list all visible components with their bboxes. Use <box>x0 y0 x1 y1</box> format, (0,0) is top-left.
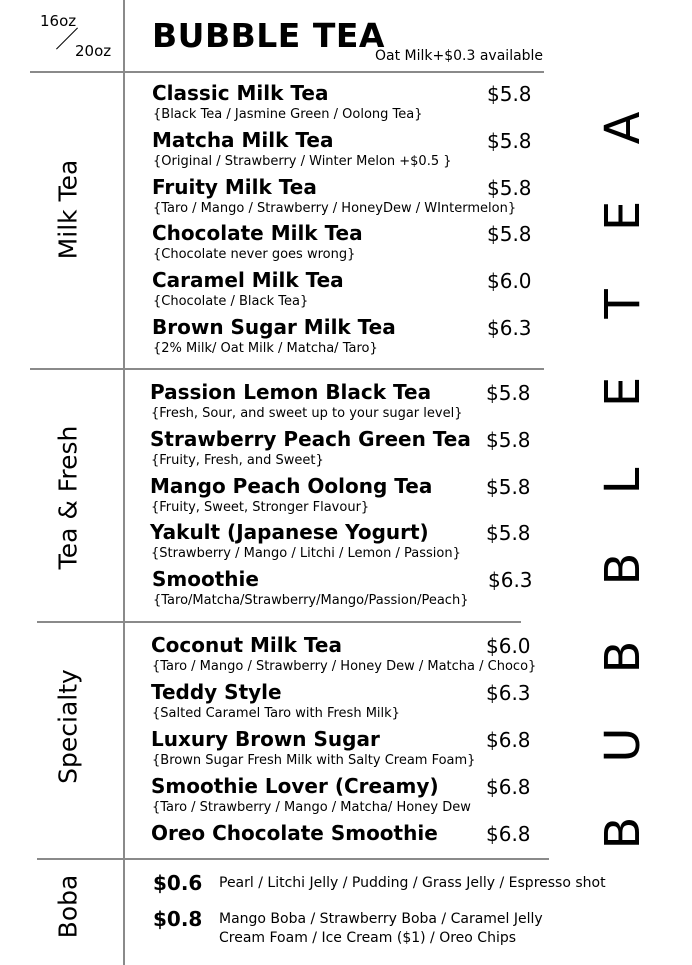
side-banner-letter: E <box>595 377 651 408</box>
item-price: $6.3 <box>488 568 533 592</box>
item-price: $5.8 <box>486 428 531 452</box>
item-name: Brown Sugar Milk Tea <box>152 315 396 339</box>
item-name: Passion Lemon Black Tea <box>150 380 432 404</box>
boba-options: Mango Boba / Strawberry Boba / Caramel Jelly <box>219 911 543 927</box>
item-name: Smoothie Lover (Creamy) <box>151 774 439 798</box>
item-name: Strawberry Peach Green Tea <box>150 427 471 451</box>
item-desc: {Taro / Mango / Strawberry / HoneyDew / WIntermelon} <box>153 201 517 216</box>
item-desc: {Taro / Strawberry / Mango / Matcha/ Honey Dew <box>152 800 471 815</box>
item-name: Coconut Milk Tea <box>151 633 342 657</box>
item-name: Oreo Chocolate Smoothie <box>151 821 438 845</box>
item-desc: {Taro/Matcha/Strawberry/Mango/Passion/Peach} <box>153 593 469 608</box>
side-banner-letter: A <box>595 111 651 145</box>
item-desc: {Original / Strawberry / Winter Melon +$0.5 } <box>153 154 452 169</box>
section-label-boba: Boba <box>53 874 83 939</box>
item-desc: {Chocolate / Black Tea} <box>153 294 309 309</box>
side-banner-letter: E <box>595 200 651 232</box>
item-price: $6.8 <box>486 775 531 799</box>
oat-milk-note: Oat Milk+$0.3 available <box>375 48 544 64</box>
divider-milk-tea <box>30 368 544 370</box>
item-name: Fruity Milk Tea <box>152 175 317 199</box>
item-price: $5.8 <box>486 521 531 545</box>
item-name: Chocolate Milk Tea <box>152 221 363 245</box>
item-desc: {Chocolate never goes wrong} <box>153 247 356 262</box>
item-name: Teddy Style <box>151 680 282 704</box>
item-price: $6.0 <box>487 269 532 293</box>
size-large-label: 20oz <box>75 42 112 60</box>
item-name: Smoothie <box>152 567 259 591</box>
boba-price: $0.8 <box>153 907 203 931</box>
item-desc: {Strawberry / Mango / Litchi / Lemon / Passion} <box>151 546 461 561</box>
vertical-divider <box>123 0 125 965</box>
side-banner-letter: T <box>595 289 651 319</box>
item-desc: {Brown Sugar Fresh Milk with Salty Cream Foam} <box>152 753 476 768</box>
item-price: $5.8 <box>486 475 531 499</box>
side-banner-letter: L <box>595 467 651 494</box>
item-price: $6.3 <box>487 316 532 340</box>
item-name: Classic Milk Tea <box>152 81 329 105</box>
divider-tea-fresh <box>37 621 521 623</box>
item-price: $6.8 <box>486 822 531 846</box>
item-price: $6.3 <box>486 681 531 705</box>
boba-price: $0.6 <box>153 871 203 895</box>
side-banner-letter: B <box>595 816 651 850</box>
item-name: Caramel Milk Tea <box>152 268 344 292</box>
side-banner-letter: U <box>595 727 651 763</box>
section-label-tea-fresh: Tea & Fresh <box>53 425 83 570</box>
section-label-specialty: Specialty <box>53 669 83 784</box>
side-banner-letter: B <box>595 552 651 586</box>
item-price: $5.8 <box>487 82 532 106</box>
item-price: $5.8 <box>487 176 532 200</box>
item-name: Matcha Milk Tea <box>152 128 334 152</box>
size-small-label: 16oz <box>40 12 77 30</box>
item-price: $5.8 <box>486 381 531 405</box>
side-banner-letter: B <box>595 640 651 674</box>
item-name: Luxury Brown Sugar <box>151 727 380 751</box>
item-desc: {Fruity, Fresh, and Sweet} <box>151 453 324 468</box>
section-label-milk-tea: Milk Tea <box>53 159 83 260</box>
item-desc: {Fruity, Sweet, Stronger Flavour} <box>151 500 370 515</box>
item-price: $6.0 <box>486 634 531 658</box>
item-desc: {Taro / Mango / Strawberry / Honey Dew / Matcha / Choco} <box>152 659 537 674</box>
page-title: BUBBLE TEA <box>152 16 385 55</box>
boba-options: Cream Foam / Ice Cream ($1) / Oreo Chips <box>219 930 517 946</box>
item-desc: {2% Milk/ Oat Milk / Matcha/ Taro} <box>153 341 378 356</box>
item-price: $6.8 <box>486 728 531 752</box>
item-desc: {Salted Caramel Taro with Fresh Milk} <box>152 706 400 721</box>
item-price: $5.8 <box>487 129 532 153</box>
item-name: Mango Peach Oolong Tea <box>150 474 433 498</box>
item-name: Yakult (Japanese Yogurt) <box>150 520 429 544</box>
boba-options: Pearl / Litchi Jelly / Pudding / Grass Jelly / Espresso shot <box>219 875 606 891</box>
item-desc: {Fresh, Sour, and sweet up to your sugar level} <box>151 406 463 421</box>
item-desc: {Black Tea / Jasmine Green / Oolong Tea} <box>153 107 423 122</box>
divider-specialty <box>37 858 549 860</box>
divider-header <box>30 71 544 73</box>
item-price: $5.8 <box>487 222 532 246</box>
